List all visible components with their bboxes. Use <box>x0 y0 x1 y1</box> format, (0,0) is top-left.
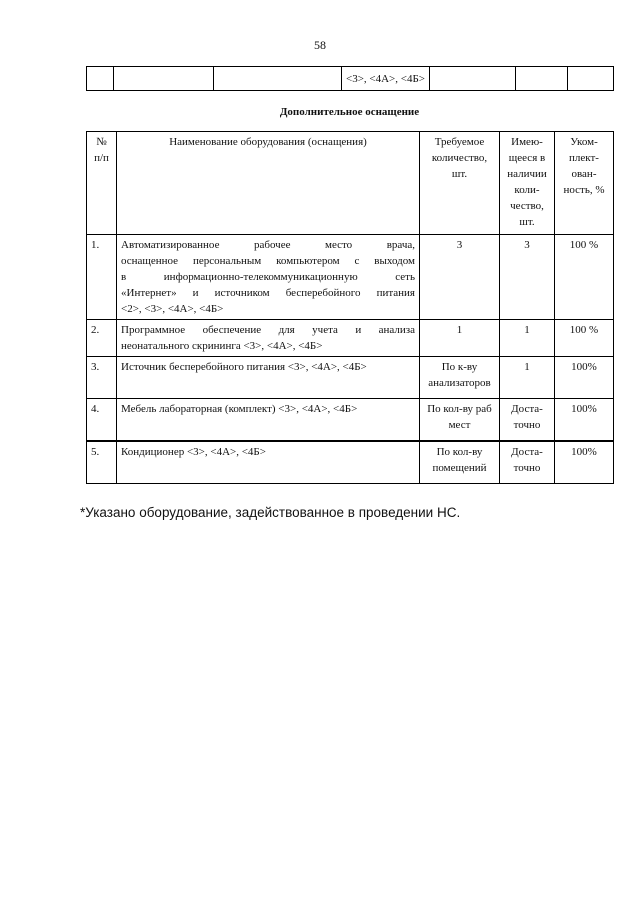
row-required: 3 <box>420 235 500 320</box>
row-name-line: Программное обеспечение для учета и анализа <box>121 324 415 336</box>
row-name <box>117 441 420 484</box>
table-cell <box>214 67 342 91</box>
row-number: 1. <box>87 235 117 320</box>
section-title: Дополнительное оснащение <box>279 106 420 118</box>
table-cell <box>430 67 516 91</box>
row-name-line: оснащенное персональным компьютером с выходом <box>121 255 415 267</box>
row-number: 5. <box>87 441 117 484</box>
row-name <box>117 235 420 320</box>
table-cell <box>568 67 614 91</box>
page-number: 58 <box>314 38 326 52</box>
table-row <box>87 399 614 442</box>
row-required: По кол-ву раб мест <box>420 399 500 442</box>
header-completeness: Уком-плект-ован-ность, % <box>555 132 614 235</box>
row-name-line: Источник бесперебойного питания <3>, <4А>, <4Б> <box>121 361 367 373</box>
row-available: Доста-точно <box>500 399 555 442</box>
row-completeness: 100 % <box>555 320 614 357</box>
header-number: № п/п <box>87 132 117 235</box>
row-number: 3. <box>87 357 117 399</box>
row-completeness: 100% <box>555 357 614 399</box>
table-header-row <box>87 132 614 235</box>
row-name <box>117 399 420 442</box>
row-available: 1 <box>500 320 555 357</box>
row-completeness: 100% <box>555 399 614 442</box>
row-available: 3 <box>500 235 555 320</box>
table-cell <box>516 67 568 91</box>
row-number: 4. <box>87 399 117 442</box>
row-name <box>117 357 420 399</box>
row-required: По к-ву анализаторов <box>420 357 500 399</box>
header-available: Имею-щееся в наличии коли-чество, шт. <box>500 132 555 235</box>
continued-table-row <box>86 66 614 91</box>
table-row <box>87 235 614 320</box>
row-available: Доста-точно <box>500 441 555 484</box>
row-name-line: Мебель лабораторная (комплект) <3>, <4А>, <4Б> <box>121 403 358 415</box>
row-name-line: в информационно-телекоммуникационную сеть <box>121 271 415 283</box>
header-required: Требуемое количество, шт. <box>420 132 500 235</box>
header-name: Наименование оборудования (оснащения) <box>117 132 420 235</box>
row-name <box>117 320 420 357</box>
row-name-line: <2>, <3>, <4А>, <4Б> <box>121 303 224 315</box>
row-name-line: Автоматизированное рабочее место врача, <box>121 239 415 251</box>
row-name-line: «Интернет» и источником бесперебойного питания <box>121 287 415 299</box>
row-completeness: 100 % <box>555 235 614 320</box>
table-cell <box>87 67 114 91</box>
table-row <box>87 67 614 91</box>
table-cell <box>114 67 214 91</box>
row-available: 1 <box>500 357 555 399</box>
table-row <box>87 441 614 484</box>
table-row <box>87 357 614 399</box>
footnote: *Указано оборудование, задействованное в проведении НС. <box>80 505 461 520</box>
row-required: 1 <box>420 320 500 357</box>
row-required: По кол-ву помещений <box>420 441 500 484</box>
row-number: 2. <box>87 320 117 357</box>
table-row <box>87 320 614 357</box>
row-name-line: Кондиционер <3>, <4А>, <4Б> <box>121 446 266 458</box>
row-completeness: 100% <box>555 441 614 484</box>
equipment-table <box>86 131 614 484</box>
table-cell: <3>, <4А>, <4Б> <box>342 67 430 91</box>
row-name-line: неонатального скрининга <3>, <4А>, <4Б> <box>121 340 323 352</box>
